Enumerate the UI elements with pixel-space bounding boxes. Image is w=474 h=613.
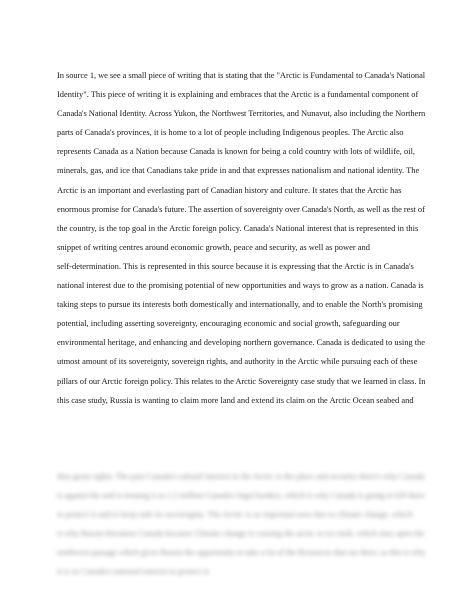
essay-line: represents Canada as a Nation because Canada is known for being a cold country with lots of wildlife, oil, xyxy=(57,146,416,157)
essay-line: this case study, Russia is wanting to claim more land and extend its claim on the Arctic Ocean seabed and xyxy=(57,394,414,405)
essay-line: In source 1, we see a small piece of writing that is stating that the "Arctic is Fundamental to Canada's National xyxy=(57,70,426,80)
blurred-line: thus grant rights. The past Canada's subsoil interest in the Arctic is the place and security there's why Canada xyxy=(57,471,425,481)
essay-line: the country, is the top goal in the Arctic foreign policy. Canada's National interest that is represented in this xyxy=(57,222,419,233)
essay-line: Canada's National Identity. Across Yukon, the Northwest Territories, and Nunavut, also including the Northern xyxy=(57,108,426,119)
blurred-line: is why Russia threatens Canada because Climate change is causing the arctic to ice melt, which may open the xyxy=(57,528,425,539)
essay-line: pillars of our Arctic foreign policy. This relates to the Arctic Sovereignty case study that we learned in class. In xyxy=(57,375,426,386)
blurred-line: it is so Canada's national interest to protect it. xyxy=(57,566,211,577)
essay-line: snippet of writing centres around economic growth, peace and security, as well as power and xyxy=(57,241,370,252)
blurred-line: to protect it and to keep safe its sovereignty. The Arctic is as important now due to climate change, which xyxy=(57,509,413,520)
essay-line: national interest due to the promising potential of new opportunities and ways to grow as a nation. Canada is xyxy=(57,280,424,291)
blurred-line: is against the and is treating it as 1.2 million Canada's legal borders, which is why Canada is going to fell there xyxy=(57,490,425,501)
essay-line: Arctic is an important and everlasting part of Canadian history and culture. It states that the Arctic has xyxy=(57,184,402,195)
essay-line: taking steps to pursue its interests both domestically and internationally, and to enable the North's promising xyxy=(57,299,423,310)
essay-line: utmost amount of its sovereignty, sovereign rights, and authority in the Arctic while pursuing each of these xyxy=(57,356,418,367)
essay-text xyxy=(57,66,425,410)
essay-line: Identity". This piece of writing it is explaining and embraces that the Arctic is a fundamental component of xyxy=(57,89,419,100)
essay-line: enormous promise for Canada's future. The assertion of sovereignty over Canada's North, as well as the rest of xyxy=(57,203,425,214)
blurred-preview-text xyxy=(57,467,425,582)
blurred-line: northwest passage which gives Russia the opportunity to take a lot of the Resources that are there, so this is why xyxy=(57,547,426,558)
essay-line: minerals, gas, and ice that Canadians take pride in and that expresses nationalism and national identity. The xyxy=(57,165,420,176)
essay-line: potential, including asserting sovereignty, encouraging economic and social growth, safeguarding our xyxy=(57,318,400,329)
essay-line: environmental heritage, and enhancing and developing northern governance. Canada is dedicated to using the xyxy=(57,337,425,348)
essay-line: parts of Canada's provinces, it is home to a lot of people including Indigenous peoples. The Arctic also xyxy=(57,127,404,138)
essay-line: self-determination. This is represented in this source because it is expressing that the Arctic is in Canada's xyxy=(57,260,414,271)
